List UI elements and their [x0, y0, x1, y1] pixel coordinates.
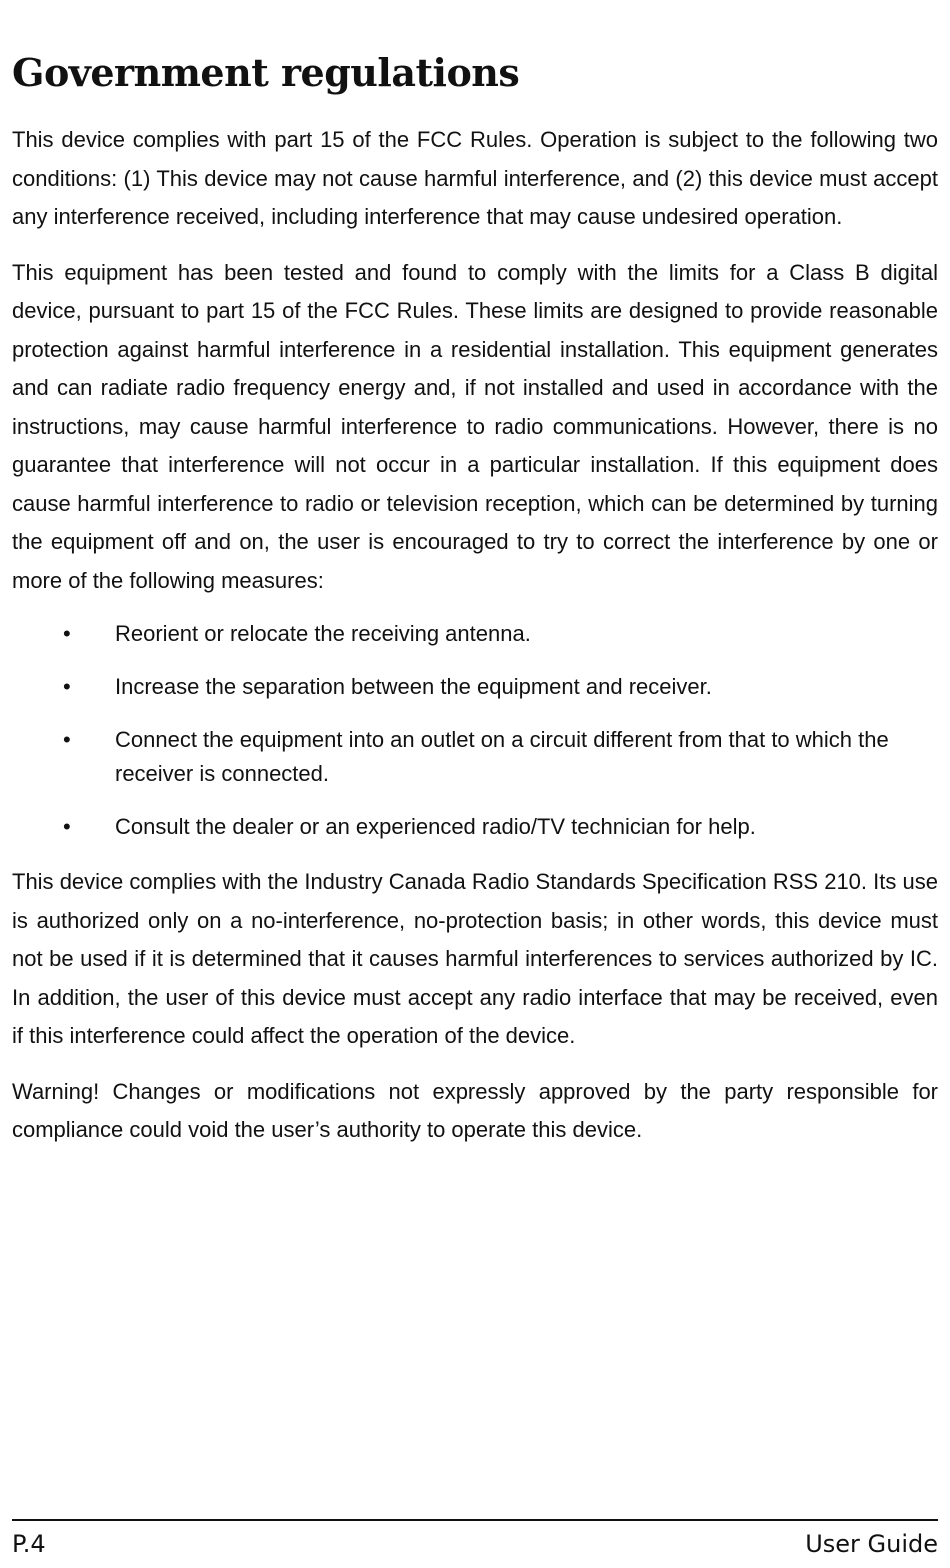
page-footer	[12, 1526, 938, 1562]
measures-list	[12, 617, 938, 844]
list-item	[12, 723, 938, 791]
list-item-text: Consult the dealer or an experienced radio/TV technician for help.	[115, 814, 756, 839]
list-item-text: Increase the separation between the equipment and receiver.	[115, 674, 712, 699]
list-item	[12, 670, 938, 704]
bullet-icon: •	[63, 814, 71, 839]
warning-paragraph: Warning! Changes or modifications not expressly approved by the party responsible for compliance could void the user’s authority to operate this device.	[12, 1078, 938, 1142]
bullet-icon: •	[63, 621, 71, 646]
document-page	[12, 0, 938, 1568]
page-title: Government regulations	[12, 50, 520, 95]
page-number: P.4	[12, 1530, 46, 1558]
list-item-text: Connect the equipment into an outlet on a circuit different from that to which the receiver is connected.	[115, 727, 889, 786]
document-name: User Guide	[805, 1530, 938, 1558]
body-text	[12, 121, 938, 1167]
bullet-icon: •	[63, 727, 71, 752]
list-item	[12, 810, 938, 844]
footer-divider	[12, 1519, 938, 1521]
list-item-text: Reorient or relocate the receiving antenna.	[115, 621, 531, 646]
list-item	[12, 617, 938, 651]
bullet-icon: •	[63, 674, 71, 699]
industry-canada-paragraph: This device complies with the Industry Canada Radio Standards Specification RSS 210. Its use is authorized only on a no-interference, no-protection basis; in other words, this device must not be used if it is determined that it causes harmful interferences to services authorized by IC. In addition, the user of this device must accept any radio interface that may be received, even if this interference could affect the operation of the device.	[12, 869, 938, 1048]
fcc-compliance-paragraph: This device complies with part 15 of the FCC Rules. Operation is subject to the following two conditions: (1) This device may not cause harmful interference, and (2) this device must accept any interference received, including interference that may cause undesired operation.	[12, 127, 938, 229]
class-b-paragraph: This equipment has been tested and found to comply with the limits for a Class B digital device, pursuant to part 15 of the FCC Rules. These limits are designed to provide reasonable protection against harmful interference in a residential installation. This equipment generates and can radiate radio frequency energy and, if not installed and used in accordance with the instructions, may cause harmful interference to radio communications. However, there is no guarantee that interference will not occur in a particular installation. If this equipment does cause harmful interference to radio or television reception, which can be determined by turning the equipment off and on, the user is encouraged to try to correct the interference by one or more of the following measures:	[12, 259, 938, 593]
